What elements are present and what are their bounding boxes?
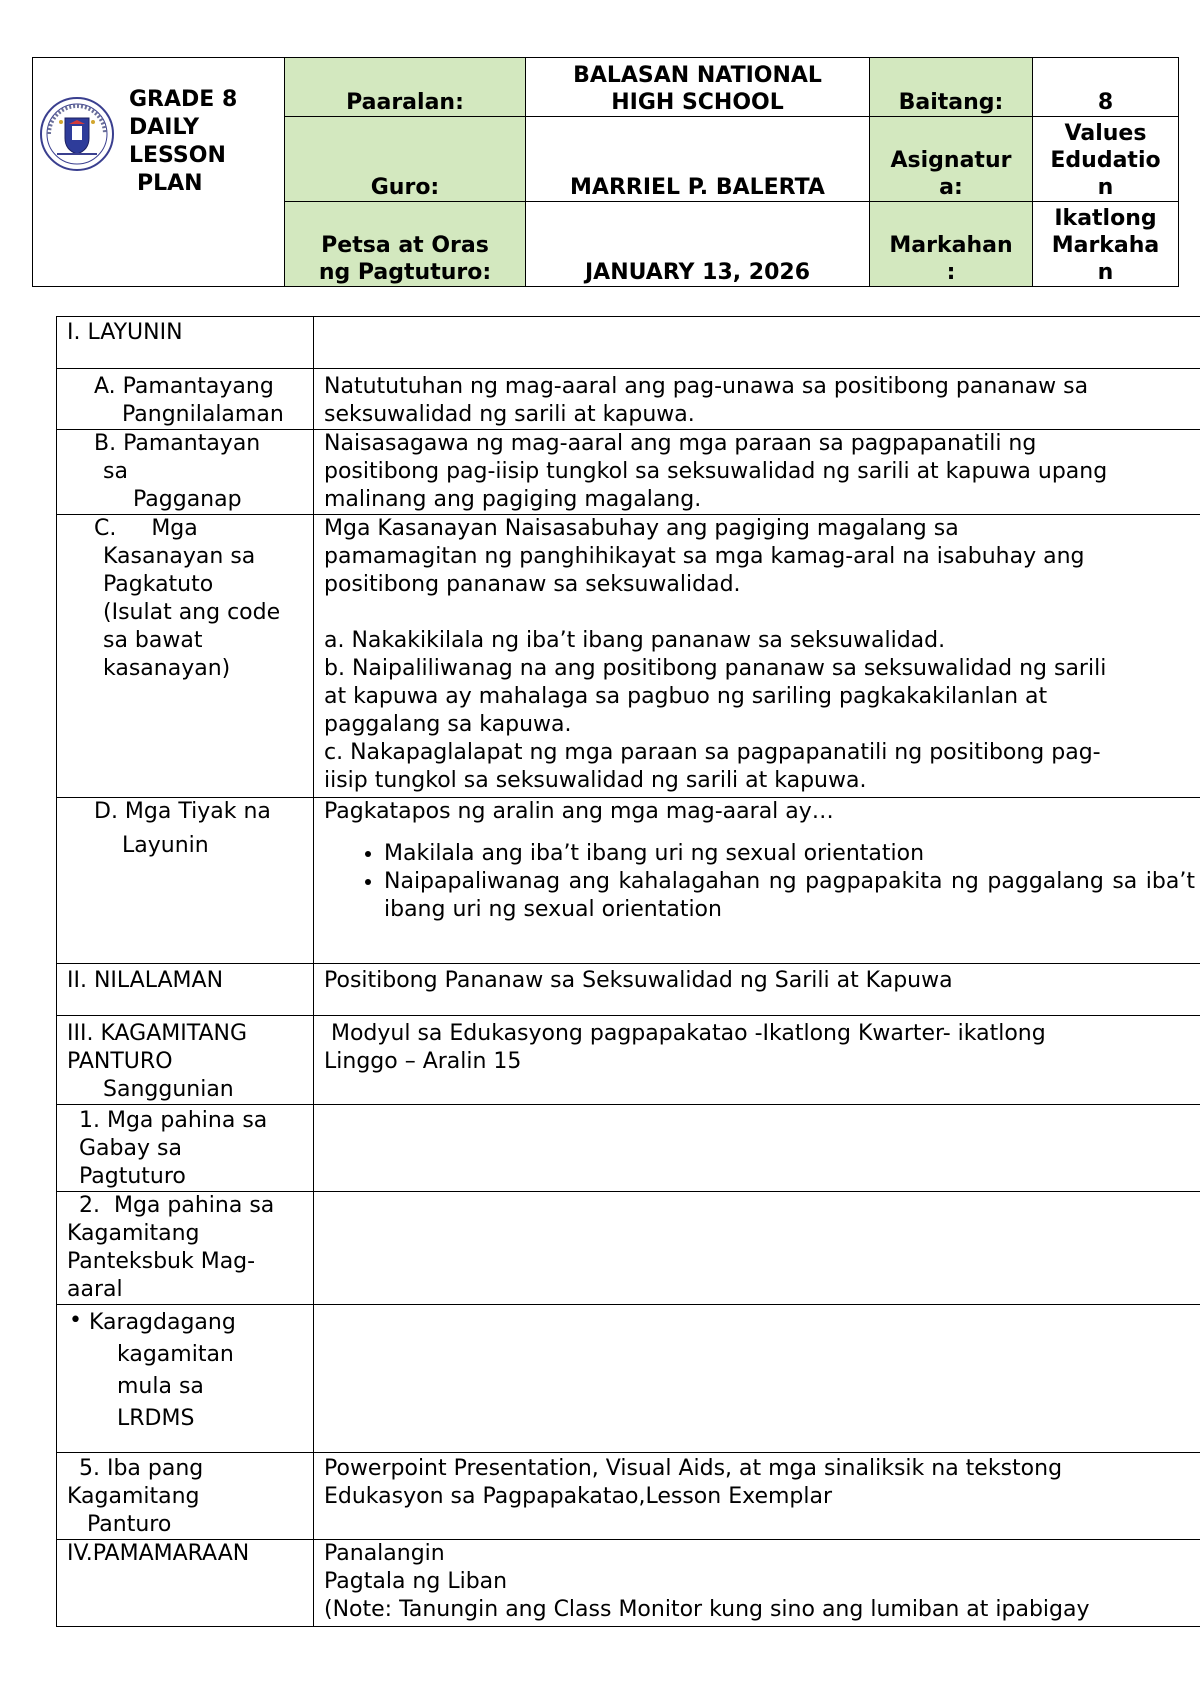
table-row <box>57 798 1200 964</box>
layunin-value <box>314 317 1200 369</box>
grade-label: Baitang: <box>870 58 1033 117</box>
subject-value: Values Edudatio n <box>1033 117 1179 202</box>
tiyak-na-layunin-label: D. Mga Tiyak na Layunin <box>57 798 314 964</box>
subject-label: Asignatur a: <box>870 117 1033 202</box>
pamantayang-pangnilalaman-label: A. Pamantayang Pangnilalaman <box>57 369 314 430</box>
pamantayan-sa-pagganap-text: Naisasagawa ng mag-aaral ang mga paraan sa pagpapanatili ng positibong pag-iisip tungkol sa seksuwalidad ng sarili at kapuwa upang malinang ang pagiging magalang. <box>314 430 1200 515</box>
gabay-sa-pagtuturo-label: 1. Mga pahina sa Gabay sa Pagtuturo <box>57 1105 314 1192</box>
panteksbuk-label: 2. Mga pahina sa Kagamitang Panteksbuk Mag- aaral <box>57 1192 314 1305</box>
school-label: Paaralan: <box>285 58 526 117</box>
pamantayan-sa-pagganap-label: B. Pamantayan sa Pagganap <box>57 430 314 515</box>
panteksbuk-value <box>314 1192 1200 1305</box>
kagamitang-panturo-text: Modyul sa Edukasyong pagpapakatao -Ikatlong Kwarter- ikatlong Linggo – Aralin 15 <box>314 1016 1200 1105</box>
table-row <box>57 1305 1200 1453</box>
list-item: • Naipapaliwanag ang kahalagahan ng pagpapakita ng paggalang sa iba’t ibang uri ng sexual orientation <box>384 868 1195 924</box>
tiyak-na-layunin-text: Pagkatapos ng aralin ang mga mag-aaral ay… • Makilala ang iba’t ibang uri ng sexual orientation • Naipapaliwanag ang kahalagahan ng pagpapakita ng paggalang sa iba’t ibang uri ng sexual orientation <box>314 798 1200 964</box>
list-item: b. Naipaliliwanag na ang positibong pananaw sa seksuwalidad ng sarili <box>324 656 1107 681</box>
date-label: Petsa at Oras ng Pagtuturo: <box>285 202 526 287</box>
school-value: BALASAN NATIONAL HIGH SCHOOL <box>526 58 870 117</box>
title-line: LESSON <box>129 143 226 168</box>
deped-seal-icon <box>39 96 115 172</box>
pamantayang-pangnilalaman-text: Natututuhan ng mag-aaral ang pag-unawa sa positibong pananaw sa seksuwalidad ng sarili at kapuwa. <box>314 369 1200 430</box>
title-line: PLAN <box>137 171 203 196</box>
list-item: • Makilala ang iba’t ibang uri ng sexual orientation <box>384 840 1195 868</box>
kasanayan-sa-pagkatuto-text: Mga Kasanayan Naisasabuhay ang pagiging magalang sa pamamagitan ng panghihikayat sa mga kamag-aral na isabuhay ang positibong pananaw sa seksuwalidad. a. Nakakikilala ng iba’t ibang pananaw sa seksuwalidad. b. Naipaliliwanag na ang positibong pananaw sa seksuwalidad ng sarili at kapuwa ay mahalaga sa pagbuo ng sariling pagkakakilanlan at paggalang sa kapuwa. c. Nakapaglalapat ng mga paraan sa pagpapanatili ng positibong pag- iisip tungkol sa seksuwalidad ng sarili at kapuwa. <box>314 515 1200 798</box>
title-line: GRADE 8 <box>129 87 238 112</box>
table-row <box>57 1192 1200 1305</box>
iba-pang-kagamitang-label: 5. Iba pang Kagamitang Panturo <box>57 1453 314 1540</box>
table-row <box>57 1540 1200 1627</box>
gabay-sa-pagtuturo-value <box>314 1105 1200 1192</box>
header-table <box>32 57 1179 287</box>
table-row <box>57 1105 1200 1192</box>
header-logo-cell <box>33 58 285 287</box>
pamamaraan-label: IV.PAMAMARAAN <box>57 1540 314 1627</box>
lrdms-value <box>314 1305 1200 1453</box>
table-row <box>57 515 1200 798</box>
quarter-label: Markahan : <box>870 202 1033 287</box>
date-value: JANUARY 13, 2026 <box>526 202 870 287</box>
table-row <box>57 1453 1200 1540</box>
layunin-label: I. LAYUNIN <box>57 317 314 369</box>
nilalaman-label: II. NILALAMAN <box>57 964 314 1016</box>
iba-pang-kagamitang-text: Powerpoint Presentation, Visual Aids, at mga sinaliksik na tekstong Edukasyon sa Pagpapakatao,Lesson Exemplar <box>314 1453 1200 1540</box>
teacher-label: Guro: <box>285 117 526 202</box>
table-row <box>57 964 1200 1016</box>
grade-value: 8 <box>1033 58 1179 117</box>
table-row <box>57 317 1200 369</box>
teacher-value: MARRIEL P. BALERTA <box>526 117 870 202</box>
table-row <box>57 430 1200 515</box>
bullet-icon: • <box>69 1308 82 1333</box>
lesson-plan-table <box>56 316 1200 1627</box>
list-item: c. Nakapaglalapat ng mga paraan sa pagpapanatili ng positibong pag- <box>324 740 1101 765</box>
table-row <box>57 1016 1200 1105</box>
list-item: a. Nakakikilala ng iba’t ibang pananaw sa seksuwalidad. <box>324 628 946 653</box>
lesson-plan-title <box>129 86 237 198</box>
kagamitang-panturo-label: III. KAGAMITANG PANTURO Sanggunian <box>57 1016 314 1105</box>
lrdms-label: • Karagdagang kagamitan mula sa LRDMS <box>57 1305 314 1453</box>
title-line: DAILY <box>129 115 199 140</box>
kasanayan-sa-pagkatuto-label: C. Mga Kasanayan sa Pagkatuto (Isulat ang code sa bawat kasanayan) <box>57 515 314 798</box>
table-row <box>57 369 1200 430</box>
nilalaman-text: Positibong Pananaw sa Seksuwalidad ng Sarili at Kapuwa <box>314 964 1200 1016</box>
pamamaraan-text: Panalangin Pagtala ng Liban (Note: Tanungin ang Class Monitor kung sino ang lumiban at ipabigay <box>314 1540 1200 1627</box>
quarter-value: Ikatlong Markaha n <box>1033 202 1179 287</box>
